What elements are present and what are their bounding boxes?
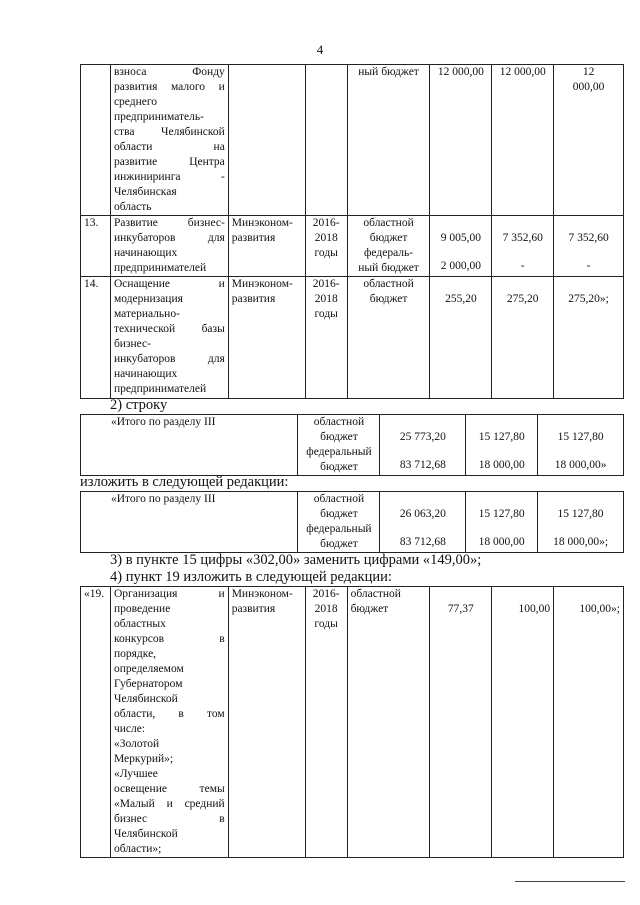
- row-value-3: 100,00»;: [554, 587, 624, 858]
- row-source: областной бюджет: [347, 277, 430, 399]
- table-row: [81, 587, 624, 858]
- total-source: областной бюджет федеральный бюджет: [298, 492, 380, 553]
- total-value-3: 15 127,80 18 000,00»: [538, 415, 624, 476]
- page-number: 4: [316, 42, 324, 57]
- row-name: Оснащение и модернизация материально- технической базы бизнес- инкубаторов для начинающих предпринимателей: [110, 277, 228, 399]
- instruction-row2: 2) строку: [110, 397, 168, 413]
- row-executor: Минэконом-развития: [228, 587, 305, 858]
- row-num: 14.: [81, 277, 111, 399]
- row-executor: [228, 65, 305, 216]
- table-row: [81, 492, 624, 553]
- row-value-3: 275,20»;: [554, 277, 624, 399]
- table-row: [81, 216, 624, 277]
- row-value-3: 7 352,60 -: [554, 216, 624, 277]
- row-name: Организация и проведение областных конкурсов в порядке, определяемом Губернатором Челябинской области, в том числе: «Золотой Меркурий»; «Лучшее освещение темы «Малый и средний бизнес в Челябинской области»;: [110, 587, 228, 858]
- instruction-replace: изложить в следующей редакции:: [80, 474, 289, 490]
- table-row: [81, 415, 624, 476]
- bottom-rule: [515, 881, 625, 882]
- row-value-3: 12 000,00: [554, 65, 624, 216]
- total-source: областной бюджет федеральный бюджет: [298, 415, 380, 476]
- row-value-1: 9 005,00 2 000,00: [430, 216, 492, 277]
- row-value-2: 12 000,00: [492, 65, 554, 216]
- row-source: областной бюджет федераль- ный бюджет: [347, 216, 430, 277]
- table-row: [81, 277, 624, 399]
- row-value-2: 275,20: [492, 277, 554, 399]
- row-years: 2016-2018 годы: [305, 587, 347, 858]
- program-table-2: [80, 586, 624, 858]
- row-value-1: 77,37: [430, 587, 492, 858]
- row-source: областной бюджет: [347, 587, 430, 858]
- row-value-2: 7 352,60 -: [492, 216, 554, 277]
- row-executor: Минэконом-развития: [228, 216, 305, 277]
- row-num: [81, 65, 111, 216]
- total-label: «Итого по разделу III: [81, 492, 298, 553]
- total-value-2: 15 127,80 18 000,00: [466, 492, 538, 553]
- total-value-1: 25 773,20 83 712,68: [380, 415, 466, 476]
- program-table-1: [80, 64, 624, 399]
- row-num: «19.: [81, 587, 111, 858]
- row-years: [305, 65, 347, 216]
- total-value-3: 15 127,80 18 000,00»;: [538, 492, 624, 553]
- row-name: Развитие бизнес- инкубаторов для начинающих предпринимателей: [110, 216, 228, 277]
- row-value-1: 255,20: [430, 277, 492, 399]
- total-table-old: [80, 414, 624, 476]
- instruction-item19: 4) пункт 19 изложить в следующей редакции:: [110, 569, 392, 585]
- table-row: [81, 65, 624, 216]
- total-value-2: 15 127,80 18 000,00: [466, 415, 538, 476]
- row-years: 2016-2018 годы: [305, 277, 347, 399]
- row-source: ный бюджет: [347, 65, 430, 216]
- row-name: взноса Фонду развития малого и среднего предприниматель- ства Челябинской области на развитие Центра инжиниринга - Челябинская область: [110, 65, 228, 216]
- row-num: 13.: [81, 216, 111, 277]
- total-label: «Итого по разделу III: [81, 415, 298, 476]
- total-table-new: [80, 491, 624, 553]
- row-value-2: 100,00: [492, 587, 554, 858]
- row-executor: Минэконом-развития: [228, 277, 305, 399]
- row-value-1: 12 000,00: [430, 65, 492, 216]
- total-value-1: 26 063,20 83 712,68: [380, 492, 466, 553]
- row-years: 2016-2018 годы: [305, 216, 347, 277]
- instruction-item15: 3) в пункте 15 цифры «302,00» заменить цифрами «149,00»;: [110, 552, 482, 568]
